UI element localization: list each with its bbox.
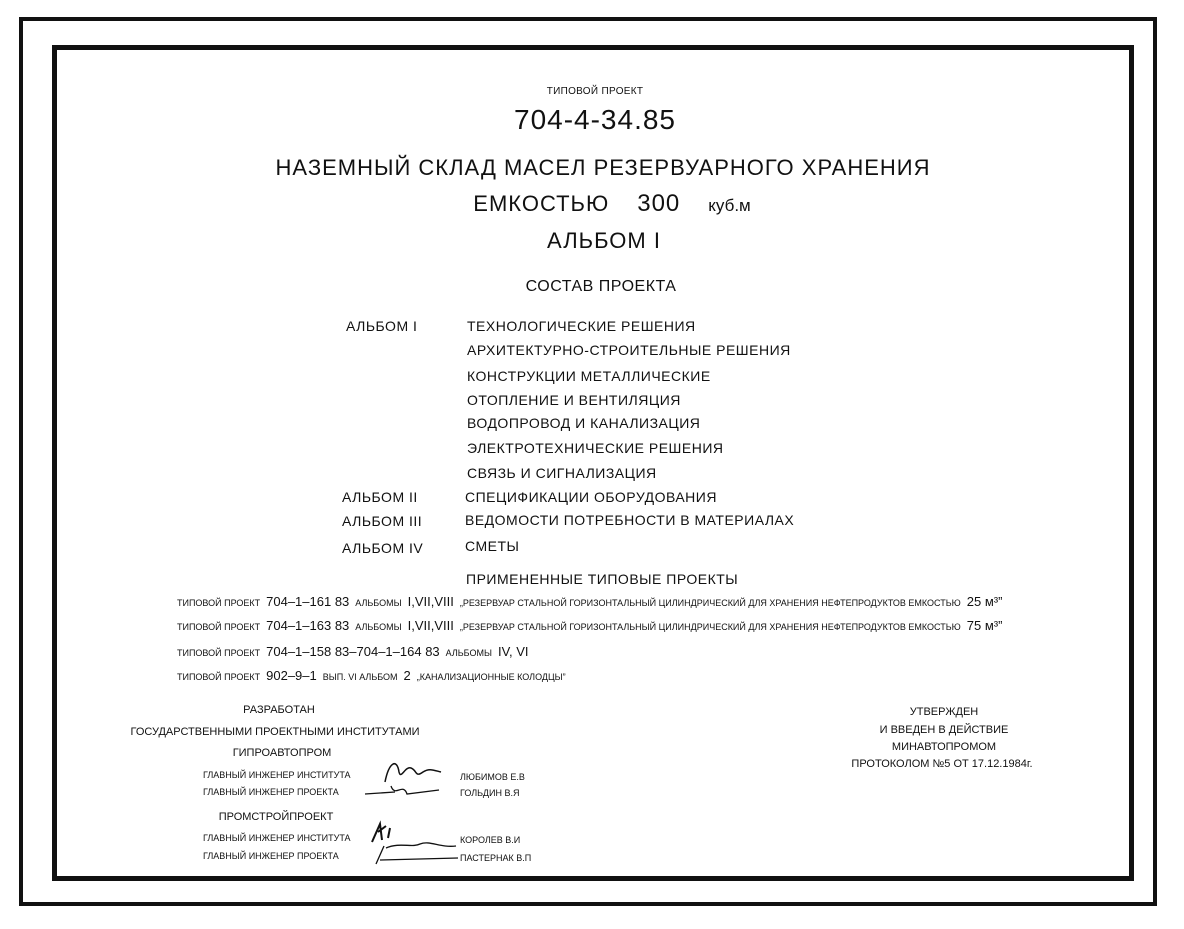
album-1-item: КОНСТРУКЦИИ МЕТАЛЛИЧЕСКИЕ: [467, 368, 711, 384]
signatory-role: ГЛАВНЫЙ ИНЖЕНЕР ПРОЕКТА: [203, 851, 339, 861]
applied-title: ПРИМЕНЕННЫЕ ТИПОВЫЕ ПРОЕКТЫ: [466, 571, 739, 587]
signatory-name: ГОЛЬДИН В.Я: [460, 788, 520, 798]
approved-line4: ПРОТОКОЛОМ №5 ОТ 17.12.1984г.: [851, 758, 1033, 770]
signature-korolev: [360, 818, 460, 868]
signatory-role: ГЛАВНЫЙ ИНЖЕНЕР ПРОЕКТА: [203, 787, 339, 797]
composition-title: СОСТАВ ПРОЕКТА: [525, 278, 677, 295]
album-1-item: ВОДОПРОВОД И КАНАЛИЗАЦИЯ: [467, 415, 701, 431]
doc-type-label: ТИПОВОЙ ПРОЕКТ: [546, 86, 644, 97]
developed-title: РАЗРАБОТАН: [243, 704, 315, 716]
album-2-label: АЛЬБОМ II: [342, 489, 418, 505]
album-title: АЛЬБОМ I: [547, 228, 661, 253]
applied-row: ТИПОВОЙ ПРОЕКТ 704–1–163 83 АЛЬБОМЫ I,VII,VIII „РЕЗЕРВУАР СТАЛЬНОЙ ГОРИЗОНТАЛЬНЫЙ ЦИЛИНДРИЧЕСКИЙ ДЛЯ ХРАНЕНИЯ НЕФТЕПРОДУКТОВ ЕМКОСТЬЮ 75 м³”: [177, 618, 1003, 633]
album-3-item: ВЕДОМОСТИ ПОТРЕБНОСТИ В МАТЕРИАЛАХ: [465, 512, 795, 528]
album-4-item: СМЕТЫ: [465, 538, 520, 554]
project-number: 704-4-34.85: [513, 104, 677, 135]
album-1-label: АЛЬБОМ I: [346, 318, 418, 334]
album-3-label: АЛЬБОМ III: [342, 513, 423, 529]
album-4-label: АЛЬБОМ IV: [342, 540, 424, 556]
project-title-line2: [473, 190, 750, 218]
applied-row: ТИПОВОЙ ПРОЕКТ 704–1–158 83–704–1–164 83 АЛЬБОМЫ IV, VI: [177, 644, 529, 659]
capacity-unit: куб.м: [708, 196, 751, 215]
album-1-item: ОТОПЛЕНИЕ И ВЕНТИЛЯЦИЯ: [467, 392, 681, 408]
signatory-name: ЛЮБИМОВ Е.В: [460, 772, 525, 782]
institute-1-name: ГИПРОАВТОПРОМ: [232, 747, 332, 759]
institute-2-name: ПРОМСТРОЙПРОЕКТ: [218, 811, 334, 823]
signature-lyubimov: [355, 752, 445, 802]
album-2-item: СПЕЦИФИКАЦИИ ОБОРУДОВАНИЯ: [465, 489, 717, 505]
signatory-role: ГЛАВНЫЙ ИНЖЕНЕР ИНСТИТУТА: [203, 770, 351, 780]
approved-line3: МИНАВТОПРОМОМ: [891, 741, 997, 753]
approved-line2: И ВВЕДЕН В ДЕЙСТВИЕ: [879, 724, 1009, 736]
album-1-item: ЭЛЕКТРОТЕХНИЧЕСКИЕ РЕШЕНИЯ: [467, 440, 724, 456]
capacity-value: 300: [637, 190, 681, 217]
project-title-line1: НАЗЕМНЫЙ СКЛАД МАСЕЛ РЕЗЕРВУАРНОГО ХРАНЕНИЯ: [275, 155, 931, 180]
approved-line1: УТВЕРЖДЕН: [909, 706, 979, 718]
applied-row: ТИПОВОЙ ПРОЕКТ 704–1–161 83 АЛЬБОМЫ I,VII,VIII „РЕЗЕРВУАР СТАЛЬНОЙ ГОРИЗОНТАЛЬНЫЙ ЦИЛИНДРИЧЕСКИЙ ДЛЯ ХРАНЕНИЯ НЕФТЕПРОДУКТОВ ЕМКОСТЬЮ 25 м³”: [177, 594, 1003, 609]
applied-row: ТИПОВОЙ ПРОЕКТ 902–9–1 ВЫП. VI АЛЬБОМ 2 „КАНАЛИЗАЦИОННЫЕ КОЛОДЦЫ”: [177, 668, 566, 683]
capacity-word: ЕМКОСТЬЮ: [473, 191, 610, 216]
album-1-item: СВЯЗЬ И СИГНАЛИЗАЦИЯ: [467, 465, 657, 481]
developed-by: ГОСУДАРСТВЕННЫМИ ПРОЕКТНЫМИ ИНСТИТУТАМИ: [130, 726, 420, 738]
album-1-item: ТЕХНОЛОГИЧЕСКИЕ РЕШЕНИЯ: [467, 318, 696, 334]
album-1-item: АРХИТЕКТУРНО-СТРОИТЕЛЬНЫЕ РЕШЕНИЯ: [467, 342, 791, 358]
signatory-role: ГЛАВНЫЙ ИНЖЕНЕР ИНСТИТУТА: [203, 833, 351, 843]
signatory-name: ПАСТЕРНАК В.П: [460, 853, 532, 863]
signatory-name: КОРОЛЕВ В.И: [460, 835, 521, 845]
